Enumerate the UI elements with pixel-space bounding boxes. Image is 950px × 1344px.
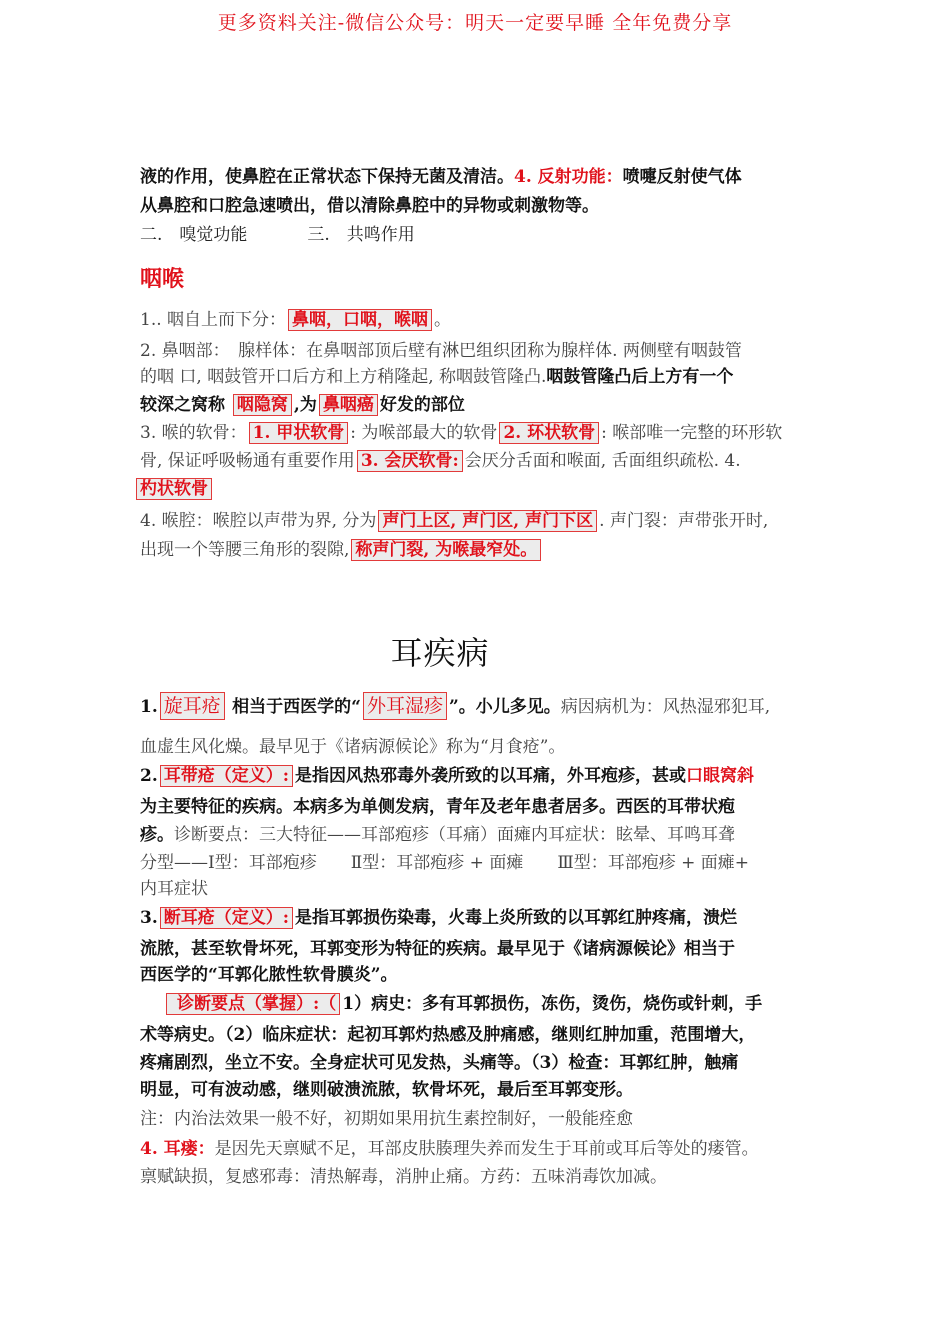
pharynx-p8a: 出现一个等腰三角形的裂隙, [140, 540, 350, 560]
nose-text-1c: 喷嚏反射使气体 [622, 167, 742, 187]
pharyngeal-recess-box: 咽隐窝 [233, 394, 292, 416]
ear-e5b: 诊断要点：三大特征——耳部疱疹（耳痛）面瘫内耳症状：眩晕、耳鸣耳聋 [174, 825, 735, 845]
pharynx-p1-end: 。 [434, 310, 452, 330]
pharynx-p3a: 较深之窝称 [140, 395, 225, 415]
pharynx-line-3 [140, 365, 733, 389]
ear-item-2-number: 2. [140, 766, 158, 786]
nose-line-1 [140, 165, 742, 189]
pharynx-line-5 [140, 421, 782, 445]
ear-line-11 [140, 992, 762, 1016]
ear-line-12: 术等病史。（2）临床症状：起初耳郭灼热感及肿痛感，继则红肿加重，范围增大， [140, 1025, 756, 1045]
pharynx-line-7 [140, 477, 214, 501]
ear-e1c: 病因病机为：风热湿邪犯耳, [560, 697, 771, 717]
pharynx-parts-box: 鼻咽，口咽，喉咽 [288, 309, 432, 331]
pharynx-p2c: 咽鼓管隆凸后上方有一个 [546, 367, 734, 387]
ear-line-8 [140, 906, 737, 930]
ear-line-2: 血虚生风化燥。最早见于《诸病源候论》称为“月食疮”。 [140, 737, 566, 757]
pharynx-p7a: 4. 喉腔：喉腔以声带为界, 分为 [140, 511, 377, 531]
pharynx-line-1 [140, 308, 451, 332]
pharynx-line-8 [140, 509, 768, 533]
pharynx-line-2: 2. 鼻咽部： 腺样体：在鼻咽部顶后壁有淋巴组织团称为腺样体. 两侧壁有咽鼓管 [140, 341, 742, 361]
nose-text-1a: 液的作用，使鼻腔在正常状态下保持无菌及清洁。 [140, 167, 514, 187]
ear-e16a: 是因先天禀赋不足，耳部皮肤腠理失养而发生于耳前或耳后等处的瘘管。 [214, 1139, 759, 1159]
ear-line-1 [140, 692, 770, 721]
ear-line-5 [140, 823, 735, 847]
ear-line-3 [140, 764, 754, 788]
thyroid-cartilage-box: 1. 甲状软骨 [249, 422, 349, 444]
ear-line-17: 禀赋缺损，复感邪毒：清热解毒，消肿止痛。方药：五味消毒饮加减。 [140, 1167, 667, 1187]
pharynx-p7b: . 声门裂：声带张开时, [599, 511, 769, 531]
pharynx-line-4 [140, 393, 465, 417]
ear-line-15: 注：内治法效果一般不好，初期如果用抗生素控制好，一般能痊愈 [140, 1109, 633, 1129]
pharynx-p4b: : 为喉部最大的软骨 [350, 423, 498, 443]
smell-function: 二. 嗅觉功能 [140, 225, 248, 245]
herpes-zoster-oticus-box: 耳带疮（定义）: [160, 765, 293, 787]
pharynx-p4c: : 喉部唯一完整的环形软 [601, 423, 783, 443]
ear-line-10: 西医学的“耳郭化脓性软骨膜炎”。 [140, 965, 398, 985]
ear-e11a: 1）病史：多有耳郭损伤，冻伤，烫伤，烧伤或针刺，手 [342, 994, 763, 1014]
xuan-er-chuang-box: 旋耳疮 [160, 692, 225, 720]
diagnosis-key-points-box: 诊断要点（掌握）:（ [166, 993, 340, 1015]
ear-line-14: 明显，可有波动感，继则破溃流脓，软骨坏死，最后至耳郭变形。 [140, 1080, 633, 1100]
pharynx-p1-text: 1.. 咽自上而下分： [140, 310, 287, 330]
ear-fistula-label: 4. 耳瘘： [140, 1139, 215, 1159]
ear-line-4: 为主要特征的疾病。本病多为单侧发病，青年及老年患者居多。西医的耳带状疱 [140, 797, 735, 817]
pharynx-p2b: 的咽 口, 咽鼓管开口后方和上方稍隆起, 称咽鼓管隆凸. [140, 367, 547, 387]
nose-line-2: 从鼻腔和口腔急速喷出，借以清除鼻腔中的异物或刺激物等。 [140, 196, 599, 216]
pharynx-line-9 [140, 538, 543, 562]
ear-item-3-number: 3. [140, 908, 158, 928]
ear-e1b: ”。小儿多见。 [448, 697, 561, 717]
glottis-regions-box: 声门上区, 声门区, 声门下区 [378, 510, 597, 532]
arytenoid-cartilage-box: 杓状软骨 [136, 478, 212, 500]
ear-disease-heading: 耳疾病 [390, 634, 490, 672]
pharynx-p3b: ,为 [293, 395, 317, 415]
pharynx-p3c: 好发的部位 [379, 395, 465, 415]
ear-line-6: 分型——Ⅰ型：耳部疱疹 Ⅱ型：耳部疱疹 + 面瘫 Ⅲ型：耳部疱疹 + 面瘫+ [140, 853, 750, 873]
cricoid-cartilage-box: 2. 环状软骨 [499, 422, 599, 444]
ear-line-13: 疼痛剧烈，坐立不安。全身症状可见发热，头痛等。（3）检查：耳郭红肿，触痛 [140, 1053, 739, 1073]
reflex-function-label: 4. 反射功能： [514, 167, 623, 187]
ear-line-9: 流脓，甚至软骨坏死，耳郭变形为特征的疾病。最早见于《诸病源候论》相当于 [140, 939, 735, 959]
resonance-function: 三. 共鸣作用 [307, 225, 415, 245]
rima-glottidis-box: 称声门裂, 为喉最窄处。 [351, 539, 541, 561]
pharynx-p4a: 3. 喉的软骨： [140, 423, 247, 443]
pharynx-p5a: 骨, 保证呼吸畅通有重要作用 [140, 451, 355, 471]
ear-item-1-number: 1. [140, 697, 158, 717]
external-ear-eczema-box: 外耳湿疹 [363, 692, 447, 720]
ear-e8a: 是指耳郭损伤染毒，火毒上炎所致的以耳郭红肿疼痛，溃烂 [295, 908, 738, 928]
pharynx-p5b: 会厌分舌面和喉面, 舌面组织疏松. 4. [464, 451, 741, 471]
ear-line-16 [140, 1137, 759, 1161]
ear-line-7: 内耳症状 [140, 879, 208, 899]
ear-e3a: 是指因风热邪毒外袭所致的以耳痛，外耳疱疹，甚或 [295, 766, 687, 786]
pharynx-heading: 咽喉 [140, 266, 185, 292]
nose-line-3 [140, 223, 415, 247]
nasopharyngeal-carcinoma-box: 鼻咽癌 [319, 394, 378, 416]
facial-palsy-highlight: 口眼窝斜 [686, 766, 755, 786]
auricular-perichondritis-box: 断耳疮（定义）: [160, 907, 293, 929]
pharynx-line-6 [140, 449, 741, 473]
ear-e5a: 疹。 [140, 825, 174, 845]
ear-e1a: 相当于西医学的“ [232, 697, 361, 717]
epiglottic-cartilage-box: 3. 会厌软骨: [357, 450, 463, 472]
header-banner: 更多资料关注-微信公众号：明天一定要早睡 全年免费分享 [217, 12, 733, 34]
